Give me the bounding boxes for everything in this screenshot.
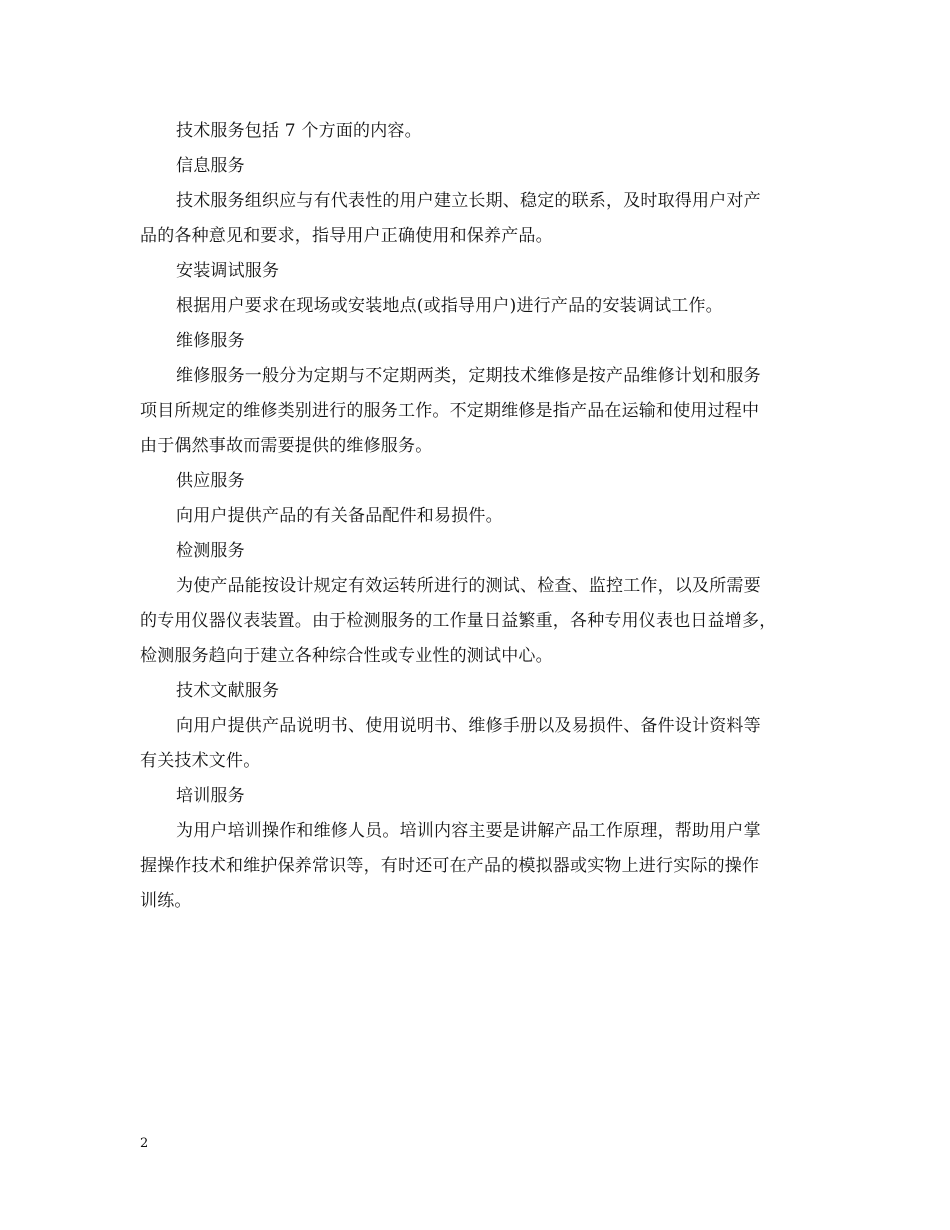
text-line: 供应服务: [176, 471, 245, 491]
text-line: 维修服务一般分为定期与不定期两类，定期技术维修是按产品维修计划和服务: [176, 366, 761, 386]
text-line: 检测服务: [176, 541, 245, 561]
text-line: 培训服务: [176, 786, 245, 806]
text-line: 信息服务: [176, 156, 245, 176]
text-line: 项目所规定的维修类别进行的服务工作。不定期维修是指产品在运输和使用过程中: [140, 401, 760, 421]
text-line: 技术服务组织应与有代表性的用户建立长期、稳定的联系，及时取得用户对产: [176, 191, 761, 211]
text-line: 技术服务包括 7 个方面的内容。: [176, 121, 422, 141]
text-line: 安装调试服务: [176, 261, 280, 281]
page-number: 2: [140, 1136, 149, 1151]
text-line: 向用户提供产品说明书、使用说明书、维修手册以及易损件、备件设计资料等: [176, 716, 761, 736]
text-line: 的专用仪器仪表装置。由于检测服务的工作量日益繁重，各种专用仪表也日益增多，: [140, 611, 777, 631]
text-line: 技术文献服务: [176, 681, 280, 701]
text-line: 由于偶然事故而需要提供的维修服务。: [140, 436, 433, 456]
text-line: 检测服务趋向于建立各种综合性或专业性的测试中心。: [140, 646, 553, 666]
text-line: 根据用户要求在现场或安装地点(或指导用户)进行产品的安装调试工作。: [176, 296, 723, 316]
text-line: 训练。: [140, 891, 192, 911]
text-line: 维修服务: [176, 331, 245, 351]
text-line: 为用户培训操作和维修人员。培训内容主要是讲解产品工作原理，帮助用户掌: [176, 821, 761, 841]
document-body: [140, 114, 820, 919]
text-line: 握操作技术和维护保养常识等，有时还可在产品的模拟器或实物上进行实际的操作: [140, 856, 760, 876]
text-line: 有关技术文件。: [140, 751, 261, 771]
text-line: 为使产品能按设计规定有效运转所进行的测试、检查、监控工作，以及所需要: [176, 576, 761, 596]
text-line: 向用户提供产品的有关备品配件和易损件。: [176, 506, 503, 526]
text-line: 品的各种意见和要求，指导用户正确使用和保养产品。: [140, 226, 553, 246]
